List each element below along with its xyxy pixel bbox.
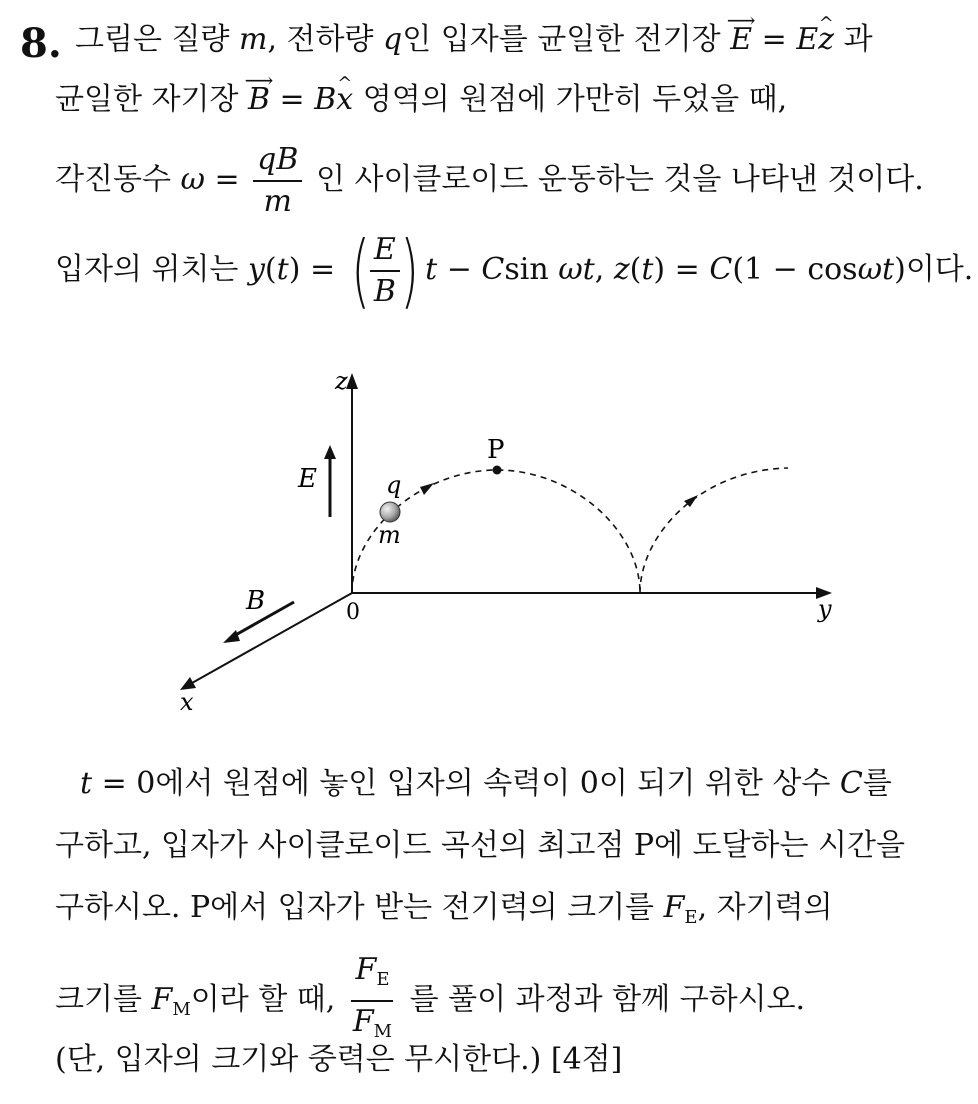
point-p <box>493 466 502 475</box>
question-line-3: 구하시오. P에서 입자가 받는 전기력의 크기를 $F_E$, 자기력의 <box>55 890 833 928</box>
b-field-label: B <box>246 586 266 616</box>
question-line-4: 크기를 $F_M$이라 할 때, $\frac{F_E}{F_M}$ 를 풀이 과정과 함께 구하시오. <box>55 950 805 1052</box>
charged-particle <box>380 502 400 522</box>
particle-mass-label: m <box>378 521 401 549</box>
point-p-label: P <box>487 435 505 465</box>
y-axis-label: y <box>818 595 832 623</box>
problem-line-1: 그림은 질량 m, 전하량 q인 입자를 균일한 전기장 ⟶ E = E^ z 과 <box>75 20 873 60</box>
question-note: (단, 입자의 크기와 중력은 무시한다.) [4점] <box>55 1042 623 1077</box>
question-line-2: 구하고, 입자가 사이클로이드 곡선의 최고점 P에 도달하는 시간을 <box>55 828 905 863</box>
particle-charge-label: q <box>386 471 402 499</box>
omega-fraction: $\frac{qB}{m}$ <box>253 140 302 222</box>
cycloid-diagram <box>0 355 978 725</box>
origin-label: 0 <box>346 600 360 625</box>
x-axis-line <box>192 593 352 683</box>
problem-line-2: 균일한 자기장 ⟶ B = B^ x 영역의 원점에 가만히 두었을 때, <box>55 80 787 120</box>
problem-line-4: 입자의 위치는 y(t) = ( $\frac{E}{B}$ ) t − Csin ωt, z(t) = C(1 − cosωt)이다. <box>55 224 974 317</box>
z-axis-arrowhead <box>346 373 358 389</box>
z-axis-label: z <box>335 367 348 395</box>
e-over-b-fraction: $\frac{E}{B}$ <box>370 230 400 312</box>
cycloid-arch-2 <box>640 468 788 593</box>
e-field-arrowhead <box>324 445 336 459</box>
e-field-label: E <box>298 464 317 494</box>
force-ratio-fraction: $\frac{F_E}{F_M}$ <box>352 952 393 1042</box>
problem-line-3: 각진동수 ω = $\frac{qB}{m}$ 인 사이클로이드 운동하는 것을 나타낸 것이다. <box>55 140 924 222</box>
problem-number: 8. <box>20 20 62 67</box>
question-line-1: t = 0에서 원점에 놓인 입자의 속력이 0이 되기 위한 상수 C를 <box>80 766 892 801</box>
x-axis-label: x <box>180 688 194 716</box>
path-direction-arrow-1 <box>420 483 434 495</box>
b-field-arrowhead <box>223 630 240 643</box>
